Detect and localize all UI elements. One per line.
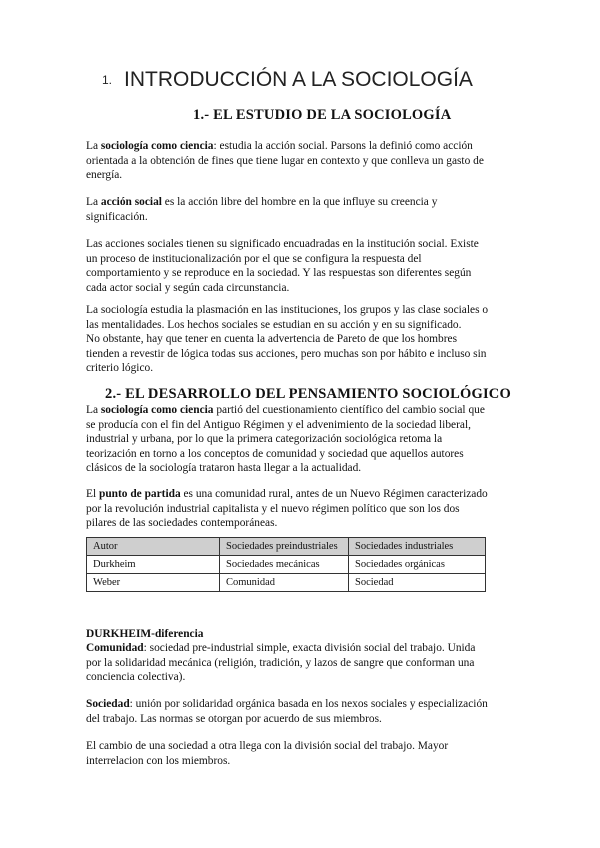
durkheim-heading — [86, 627, 518, 642]
table-header-cell: Autor — [87, 538, 220, 556]
s1-paragraph-4 — [86, 303, 518, 376]
table-cell: Sociedad — [349, 574, 486, 592]
text-line: se producía con el fin del Antiguo Régimen y el advenimiento de la sociedad liberal, — [86, 418, 471, 431]
text-line: Las acciones sociales tienen su significado encuadradas en la institución social. Existe — [86, 238, 479, 250]
text-line: El cambio de una sociedad a otra llega con la división social del trabajo. Mayor — [86, 740, 449, 752]
text-run: : unión por solidaridad orgánica basada en los nexos sociales y especialización — [129, 698, 488, 710]
s1-paragraph-2 — [86, 195, 518, 224]
table-header-row — [87, 538, 486, 556]
societies-table — [86, 537, 486, 592]
text-line: No obstante, hay que tener en cuenta la advertencia de Pareto de que los hombres — [86, 333, 458, 345]
s2-paragraph-1 — [86, 403, 518, 476]
table-row — [87, 574, 486, 592]
s1-paragraph-1 — [86, 139, 518, 183]
table-cell: Sociedades mecánicas — [220, 556, 349, 574]
table-cell: Weber — [87, 574, 220, 592]
text-run: La — [86, 404, 101, 416]
text-line: tienden a revestir de lógica todas sus acciones, pero muchas son por hábito e incluso sin — [86, 347, 487, 360]
text-line: pilares de las sociedades contemporáneas. — [86, 517, 278, 529]
text-line: comportamiento y se reproduce en la sociedad. Y las respuestas son diferentes según — [86, 267, 472, 279]
text-line: por la solidaridad mecánica (religión, tradición, y lazos de sangre que conforman una — [86, 656, 475, 669]
text-run: es una comunidad rural, antes de un Nuevo Régimen caracterizado — [180, 488, 488, 500]
bold-term: Sociedad — [86, 698, 130, 710]
bold-term: sociología como ciencia — [100, 140, 214, 152]
text-line: del trabajo. Las normas se otorgan por acuerdo de sus miembros. — [86, 712, 382, 725]
text-run: es la acción libre del hombre en la que influye su creencia y — [161, 196, 438, 208]
table-cell: Comunidad — [220, 574, 349, 592]
table-row — [87, 556, 486, 574]
text-line: significación. — [86, 210, 148, 223]
text-run: La — [86, 196, 101, 208]
s2-paragraph-5 — [86, 739, 518, 768]
table-header-cell: Sociedades industriales — [349, 538, 486, 556]
text-line: cada actor social y según cada circunstancia. — [86, 281, 290, 294]
text-line: por la revolución industrial capitalista y el nuevo régimen político que son los dos — [86, 502, 460, 515]
text-line: energía. — [86, 169, 123, 181]
heading-number: 1. — [102, 73, 113, 87]
s2-paragraph-3 — [86, 641, 518, 685]
text-run: La — [86, 140, 101, 152]
text-line: teorización en torno a los conceptos de comunidad y sociedad que aquellos autores — [86, 447, 464, 460]
text-run: : estudia la acción social. Parsons la definió como acción — [213, 140, 473, 152]
heading-text: INTRODUCCIÓN A LA SOCIOLOGÍA — [124, 68, 473, 91]
text-run: El — [86, 488, 99, 500]
text-line: criterio lógico. — [86, 362, 154, 374]
section1-title: 1.- EL ESTUDIO DE LA SOCIOLOGÍA — [193, 107, 452, 123]
text-line: interrelacion con los miembros. — [86, 754, 231, 767]
bold-term: acción social — [100, 196, 162, 208]
text-line: clásicos de la sociología trataron hasta llegar a la actualidad. — [86, 462, 362, 474]
table-cell: Sociedades orgánicas — [349, 556, 486, 574]
text-line: La sociología estudia la plasmación en las instituciones, los grupos y las clase sociales o — [86, 304, 489, 316]
text-line: orientada a la obtención de fines que tiene lugar en contexto y que conlleva un gasto de — [86, 154, 484, 167]
s2-paragraph-4 — [86, 697, 518, 726]
bold-term: punto de partida — [98, 488, 181, 500]
text-line: conciencia colectiva). — [86, 671, 186, 683]
s2-paragraph-2 — [86, 487, 518, 531]
text-line: un proceso de institucionalización por el que se configura la respuesta del — [86, 252, 422, 265]
table-header-cell: Sociedades preindustriales — [220, 538, 349, 556]
bold-term: Comunidad — [86, 642, 144, 654]
text-line: las mentalidades. Los hechos sociales se estudian en su acción y en su significado. — [86, 318, 462, 331]
s1-paragraph-3 — [86, 237, 518, 295]
text-line: industrial y urbana, por lo que la primera categorización sociológica retoma la — [86, 433, 443, 445]
document-title — [102, 68, 473, 92]
subheading: DURKHEIM-diferencia — [86, 628, 204, 640]
section2-title: 2.- EL DESARROLLO DEL PENSAMIENTO SOCIOLÓGICO — [105, 386, 511, 402]
table-cell: Durkheim — [87, 556, 220, 574]
text-run: partió del cuestionamiento científico del cambio social que — [213, 404, 485, 416]
text-run: : sociedad pre-industrial simple, exacta división social del trabajo. Unida — [143, 642, 476, 654]
bold-term: sociología como ciencia — [100, 404, 214, 416]
